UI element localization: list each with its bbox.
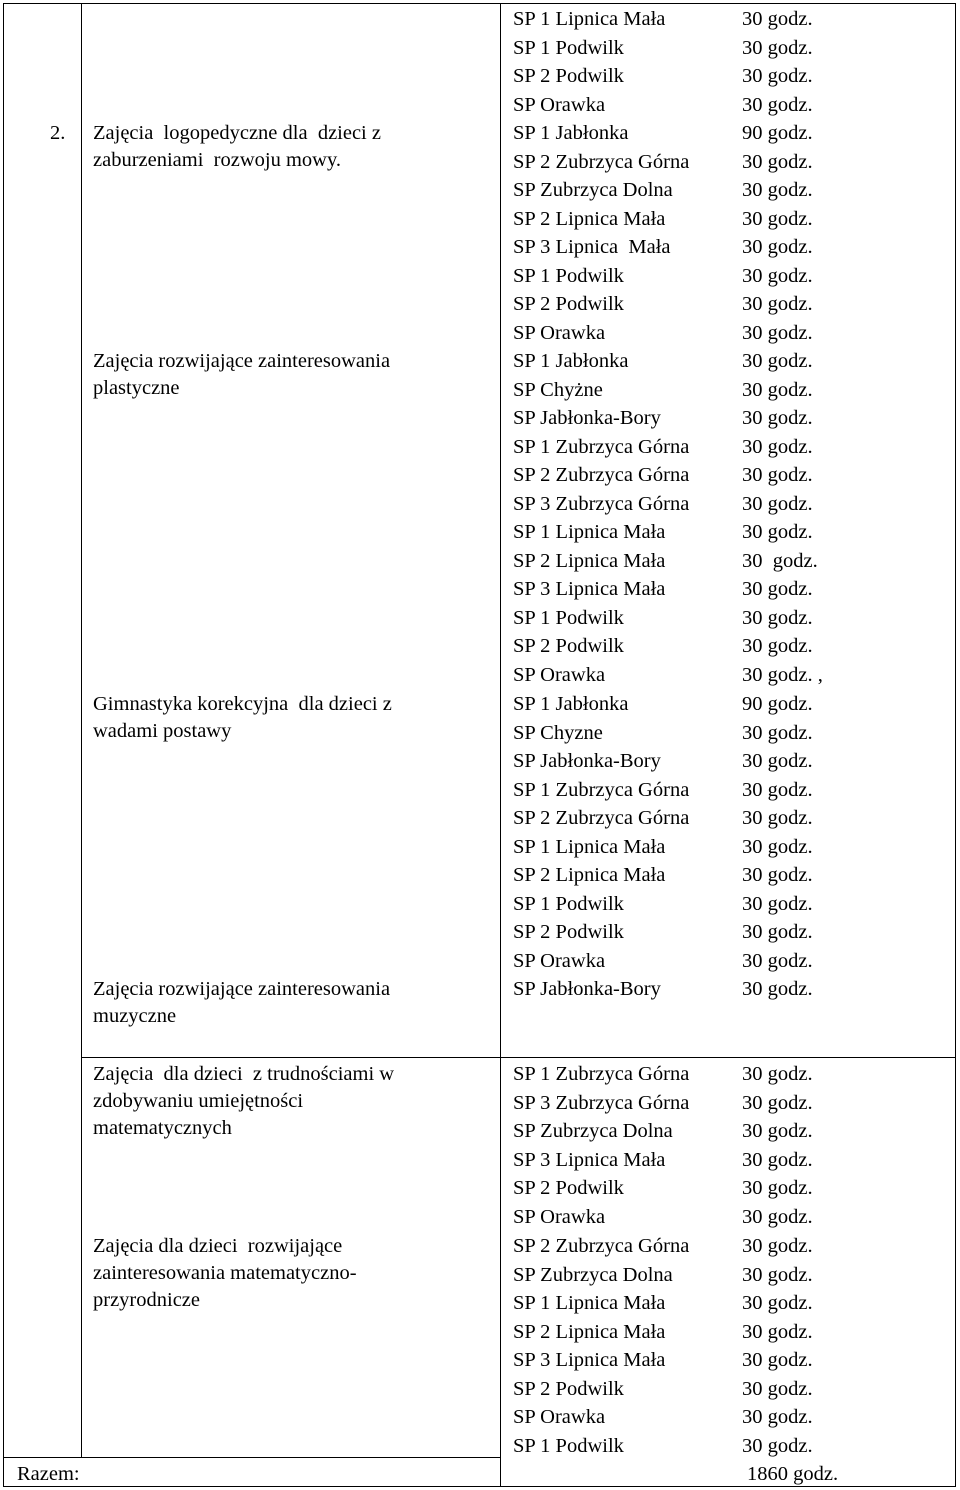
hours-value: 30 godz. [742,1349,813,1371]
school-name: SP 1 Podwilk [513,606,624,629]
hours-value: 30 godz. , [742,663,823,686]
hours-value: 30 godz. [742,1063,813,1085]
hours-value: 30 godz. [742,1177,813,1199]
hours-value: 30 godz. [742,1292,813,1314]
school-name: SP Orawka [513,1205,606,1228]
hours-value: 30 godz. [742,549,818,572]
school-name: SP 3 Zubrzyca Górna [513,1091,690,1114]
hours-value: 30 godz. [742,721,813,744]
school-name: SP Orawka [513,663,606,686]
hours-value: 30 godz. [742,606,813,629]
school-name: SP 2 Zubrzyca Górna [513,150,690,173]
activity-description-line: Zajęcia rozwijające zainteresowania [93,978,391,1000]
school-name: SP 2 Zubrzyca Górna [513,807,690,829]
hours-value: 30 godz. [742,1148,813,1171]
school-name: SP 1 Podwilk [513,264,624,287]
hours-value: 30 godz. [742,464,813,486]
hours-value: 30 godz. [742,1406,813,1428]
activity-description-line: Zajęcia dla dzieci rozwijające [93,1235,343,1257]
hours-value: 30 godz. [742,1235,813,1257]
school-name: SP 2 Podwilk [513,65,624,87]
hours-value: 30 godz. [742,407,813,429]
activity-description-line: Zajęcia dla dzieci z trudnościami w [93,1063,395,1085]
hours-value: 30 godz. [742,864,813,886]
activity-description-line: zainteresowania matematyczno- [93,1262,357,1284]
hours-value: 30 godz. [742,350,813,372]
hours-value: 30 godz. [742,321,813,344]
hours-value: 30 godz. [742,949,813,972]
section-number: 2. [50,122,66,144]
activity-description-line: Zajęcia logopedyczne dla dzieci z [93,122,381,144]
school-name: SP 1 Lipnica Mała [513,521,666,543]
school-name: SP Chyzne [513,721,603,744]
school-name: SP 2 Zubrzyca Górna [513,1235,690,1257]
school-name: SP Chyżne [513,378,603,401]
hours-value: 30 godz. [742,378,813,401]
school-name: SP 2 Lipnica Mała [513,207,666,230]
school-name: SP 1 Podwilk [513,36,624,59]
column-divider-number [81,3,82,1457]
hours-value: 30 godz. [742,293,813,315]
school-name: SP Orawka [513,1406,606,1428]
hours-value: 30 godz. [742,179,813,201]
column-divider-school [500,3,501,1487]
activity-description-line: matematycznych [93,1117,232,1139]
activity-description-line: Zajęcia rozwijające zainteresowania [93,350,391,372]
hours-value: 30 godz. [742,8,813,30]
hours-value: 30 godz. [742,835,813,858]
hours-value: 30 godz. [742,1377,813,1400]
hours-value: 30 godz. [742,892,813,915]
school-name: SP 2 Podwilk [513,635,624,657]
summary-label: Razem: [17,1463,80,1485]
school-name: SP 3 Lipnica Mała [513,236,671,258]
table-right-border [955,3,956,1487]
activity-description-line: zdobywaniu umiejętności [93,1090,304,1112]
hours-value: 30 godz. [742,578,813,600]
hours-value: 30 godz. [742,264,813,287]
hours-value: 30 godz. [742,93,813,116]
school-name: SP 3 Lipnica Mała [513,578,666,600]
hours-value: 30 godz. [742,750,813,772]
school-name: SP Orawka [513,949,606,972]
hours-value: 30 godz. [742,492,813,515]
school-name: SP 1 Zubrzyca Górna [513,778,690,801]
school-name: SP Zubrzyca Dolna [513,179,673,201]
hours-value: 30 godz. [742,978,813,1000]
hours-value: 30 godz. [742,236,813,258]
hours-value: 30 godz. [742,1434,813,1457]
school-name: SP 1 Jabłonka [513,693,629,715]
table-top-border [3,3,956,4]
hours-value: 30 godz. [742,807,813,829]
hours-value: 30 godz. [742,1320,813,1343]
activity-description-line: zaburzeniami rozwoju mowy. [93,149,342,171]
school-name: SP 2 Podwilk [513,293,624,315]
hours-value: 30 godz. [742,1205,813,1228]
hours-value: 30 godz. [742,521,813,543]
school-name: SP 2 Lipnica Mała [513,864,666,886]
hours-value: 30 godz. [742,36,813,59]
school-name: SP 3 Lipnica Mała [513,1349,666,1371]
row-divider-summary [3,1457,501,1458]
school-name: SP 2 Lipnica Mała [513,549,666,572]
school-name: SP 1 Podwilk [513,1434,624,1457]
school-name: SP 1 Zubrzyca Górna [513,435,690,458]
hours-value: 90 godz. [742,693,813,715]
hours-value: 30 godz. [742,1120,813,1142]
school-name: SP 1 Lipnica Mała [513,8,666,30]
activity-description-line: Gimnastyka korekcyjna dla dzieci z [93,693,392,715]
school-name: SP 1 Lipnica Mała [513,1292,666,1314]
school-name: SP Orawka [513,321,606,344]
hours-value: 30 godz. [742,1263,813,1286]
school-name: SP 2 Zubrzyca Górna [513,464,690,486]
school-name: SP 1 Jabłonka [513,122,629,144]
hours-value: 30 godz. [742,207,813,230]
school-name: SP Zubrzyca Dolna [513,1263,673,1286]
activity-description-line: wadami postawy [93,720,232,742]
school-name: SP Zubrzyca Dolna [513,1120,673,1142]
school-name: SP 1 Jabłonka [513,350,629,372]
row-divider-section [81,1057,956,1058]
school-name: SP 3 Lipnica Mała [513,1148,666,1171]
activity-description-line: muzyczne [93,1005,177,1027]
activity-description-line: przyrodnicze [93,1289,200,1311]
school-name: SP 3 Zubrzyca Górna [513,492,690,515]
school-name: SP 1 Podwilk [513,892,624,915]
hours-value: 30 godz. [742,435,813,458]
school-name: SP Jabłonka-Bory [513,750,661,772]
hours-value: 30 godz. [742,778,813,801]
school-name: SP 1 Zubrzyca Górna [513,1063,690,1085]
hours-value: 30 godz. [742,150,813,173]
hours-value: 30 godz. [742,65,813,87]
school-name: SP 2 Podwilk [513,921,624,943]
hours-value: 30 godz. [742,1091,813,1114]
table-left-border [3,3,4,1487]
school-name: SP 2 Podwilk [513,1377,624,1400]
school-name: SP 2 Podwilk [513,1177,624,1199]
hours-value: 30 godz. [742,921,813,943]
school-name: SP Jabłonka-Bory [513,407,661,429]
summary-total: 1860 godz. [747,1463,839,1485]
school-name: SP Jabłonka-Bory [513,978,661,1000]
hours-value: 30 godz. [742,635,813,657]
school-name: SP 1 Lipnica Mała [513,835,666,858]
school-name: SP 2 Lipnica Mała [513,1320,666,1343]
activity-description-line: plastyczne [93,377,180,399]
hours-value: 90 godz. [742,122,813,144]
school-name: SP Orawka [513,93,606,116]
